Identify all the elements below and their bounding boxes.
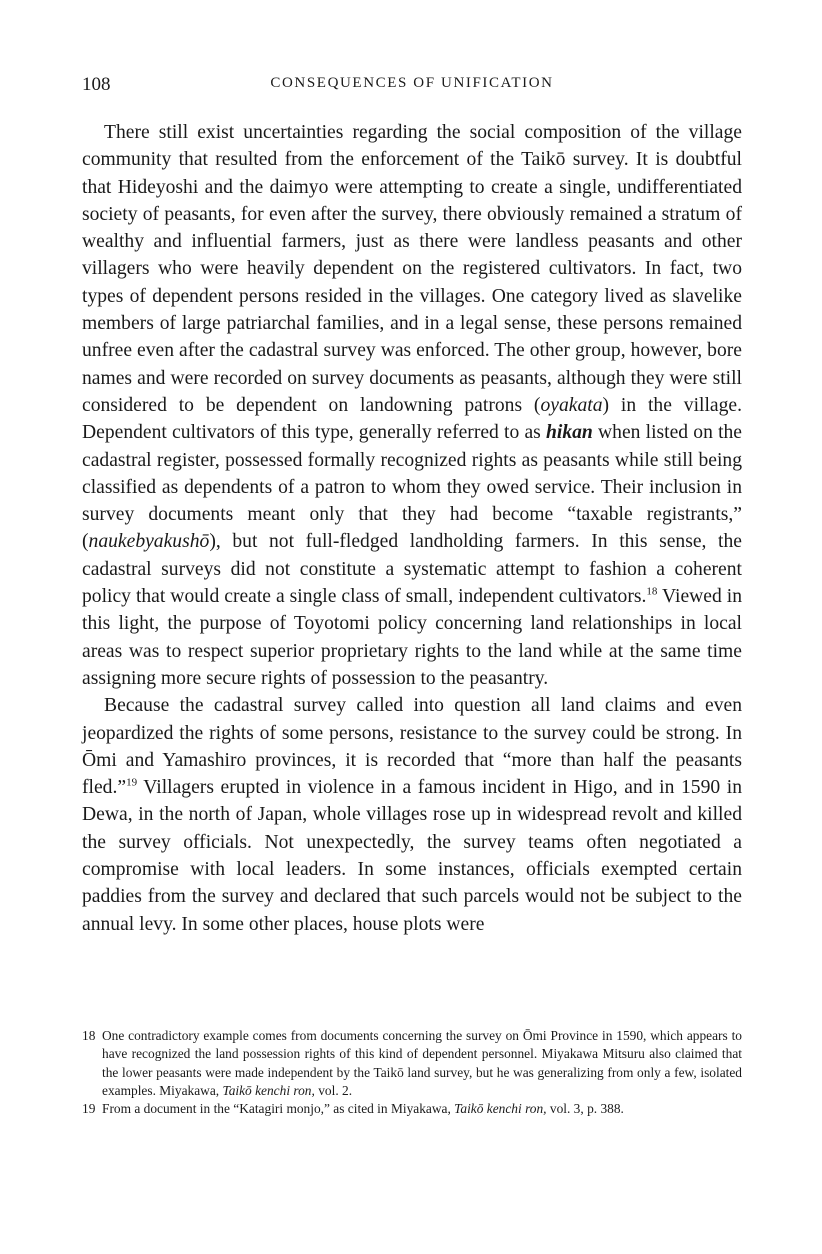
footnote-19: [82, 1100, 742, 1118]
page-number: 108: [82, 74, 111, 95]
paragraph-2: [82, 692, 742, 938]
footnote-title: Taikō kenchi ron,: [222, 1082, 315, 1098]
footnote-18: [82, 1027, 742, 1100]
footnote-ref-18[interactable]: 18: [646, 585, 658, 598]
term-oyakata: oyakata: [540, 394, 603, 416]
footnote-tail: vol. 3, p. 388.: [546, 1101, 624, 1117]
footnote-tail: vol. 2.: [314, 1082, 353, 1098]
footnote-text: From a document in the “Katagiri monjo,” as cited in Miyakawa,: [102, 1101, 455, 1117]
p2-text-1: Because the cadastral survey called into question all land claims and even jeopardized the rights of some persons, resistance to the survey could be strong. In Ōmi and Yamashiro provinces, it is recorded that “more than half the peasants fled.”: [82, 695, 742, 799]
p1-text-4: ), but not full-fledged landholding farmers. In this sense, the cadastral surveys did not constitute a systematic attempt to fashion a coherent policy that would create a single class of small, independent cultivators.: [82, 531, 742, 608]
footnote-title: Taikō kenchi ron,: [454, 1101, 547, 1117]
page-header: [82, 74, 742, 96]
p1-text-5: Viewed in this light, the purpose of Toyotomi policy concerning land relationships in local areas was to respect superior proprietary rights to the land while at the same time assigning more secure rights of possession to the peasantry.: [82, 586, 742, 689]
footnote-number: 18: [82, 1028, 96, 1043]
paragraph-1: [82, 119, 742, 692]
footnote-text: One contradictory example comes from documents concerning the survey on Ōmi Province in 1590, which appears to have recognized the land possession rights of this kind of dependent personnel. Miyakawa Mitsuru also claimed that the lower peasants were made independent by the Taikō land survey, but he was generalizing from only a few, isolated examples. Miyakawa,: [102, 1028, 742, 1098]
footnote-number: 19: [82, 1101, 96, 1117]
term-hikan: hikan: [545, 422, 593, 444]
p1-text-3: when listed on the cadastral register, possessed formally recognized rights as peasants while still being classified as dependents of a patron to whom they owed service. Their inclusion in survey documents meant only that they had become “taxable registrants,” (: [82, 422, 743, 553]
p2-text-2: Villagers erupted in violence in a famous incident in Higo, and in 1590 in Dewa, in the north of Japan, whole villages rose up in widespread revolt and killed the survey officials. Not unexpectedly, the survey teams often negotiated a compromise with local leaders. In some instances, officials exempted certain paddies from the survey and declared that such parcels would not be subject to the annual levy. In some other places, house plots were: [82, 777, 742, 935]
p1-text-2: ) in the village. Dependent cultivators of this type, generally referred to as: [82, 394, 742, 444]
footnote-ref-19[interactable]: 19: [126, 776, 138, 789]
running-head: CONSEQUENCES OF UNIFICATION: [270, 75, 554, 91]
body-text: [82, 119, 742, 938]
term-naukebyakusho: naukebyakushō: [88, 531, 210, 553]
p1-text-1: There still exist uncertainties regarding the social composition of the village community that resulted from the enforcement of the Taikō survey. It is doubtful that Hideyoshi and the daimyo were attempting to create a single, undifferentiated society of peasants, for even after the survey, there obviously remained a stratum of wealthy and influential farmers, just as there were landless peasants and other villagers who were heavily dependent on the registered cultivators. In fact, two types of dependent persons resided in the villages. One category lived as slavelike members of large patriarchal families, and in a legal sense, these persons remained unfree even after the cadastral survey was enforced. The other group, however, bore names and were recorded on survey documents as peasants, although they were still considered to be dependent on landowning patrons (: [82, 122, 742, 416]
footnotes: [82, 1027, 742, 1118]
